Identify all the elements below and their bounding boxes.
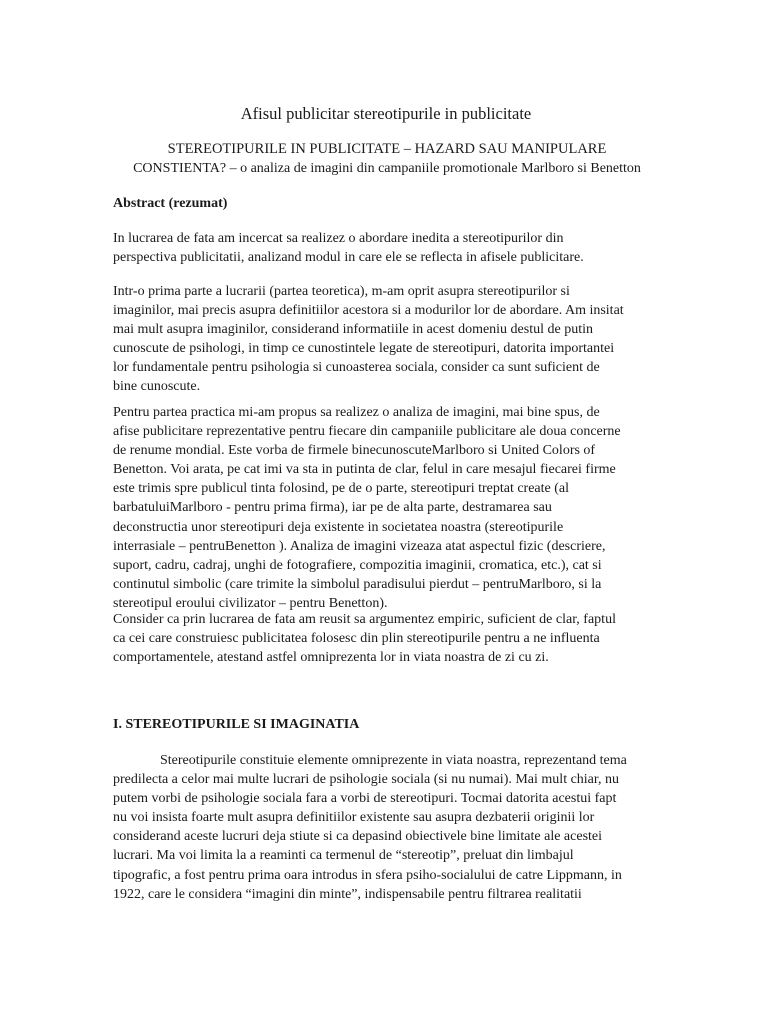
text-line: bine cunoscute.: [113, 379, 201, 395]
text-line: deconstructia unor stereotipuri deja existente in societatea noastra (stereotipurile: [113, 519, 564, 535]
text-line: tipografic, a fost pentru prima oara introdus in sfera psiho-socialului de catre Lippmann, in: [113, 867, 622, 883]
abstract-paragraph: [113, 610, 658, 667]
text-line: ca cei care construiesc publicitatea folosesc din plin stereotipurile pentru a ne influenta: [113, 631, 600, 647]
text-line: suport, cadru, cadraj, unghi de fotografiere, compozitia imaginii, cromatica, etc.), cat si: [113, 557, 602, 573]
abstract-paragraph: [113, 229, 658, 267]
text-line: nu voi insista foarte mult asupra definitiilor existente sau asupra dezbaterii originii lor: [113, 810, 595, 826]
text-line: continutul simbolic (care trimite la simbolul paradisului pierdut – pentruMarlboro, si la: [113, 576, 602, 592]
text-line: Stereotipurile constituie elemente omniprezente in viata noastra, reprezentand tema: [160, 753, 627, 768]
document-subtitle: [113, 140, 661, 178]
text-line: 1922, care le considera “imagini din minte”, indispensabile pentru filtrarea realitatii: [113, 886, 582, 902]
text-line: stereotipul eroului civilizator – pentru Benetton).: [113, 595, 388, 611]
text-line: mai mult asupra imaginilor, considerand informatiile in acest domeniu destul de putin: [113, 322, 593, 338]
text-line: predilecta a celor mai multe lucrari de psihologie sociala (si nu numai). Mai mult chiar, nu: [113, 772, 619, 788]
abstract-paragraph: [113, 403, 658, 613]
section-paragraph: [113, 751, 658, 904]
text-line: perspectiva publicitatii, analizand modul in care ele se reflecta in afisele publicitare.: [113, 250, 584, 266]
text-line: afise publicitare reprezentative pentru fiecare din campaniile publicitare ale doua concerne: [113, 424, 621, 440]
text-line: In lucrarea de fata am incercat sa realizez o abordare inedita a stereotipurilor din: [113, 231, 564, 246]
text-line: considerand aceste lucruri deja stiute si ca depasind obiectivele bine limitate ale acestei: [113, 829, 603, 845]
document-title: Afisul publicitar stereotipurile in publicitate: [240, 104, 532, 123]
text-line: cunoscute de psihologi, in timp ce cunostintele legate de stereotipuri, datorita importantei: [113, 341, 615, 357]
text-line: Pentru partea practica mi-am propus sa realizez o analiza de imagini, mai bine spus, de: [113, 405, 600, 420]
subtitle-line: CONSTIENTA? – o analiza de imagini din campaniile promotionale Marlboro si Benetton: [133, 161, 641, 176]
text-line: interrasiale – pentruBenetton ). Analiza de imagini vizeaza atat aspectul fizic (descriere,: [113, 538, 606, 554]
subtitle-line: STEREOTIPURILE IN PUBLICITATE – HAZARD SAU MANIPULARE: [167, 141, 607, 157]
text-line: este trimis spre publicul tinta folosind, pe de o parte, stereotipuri treptat create (al: [113, 481, 570, 497]
abstract-heading: Abstract (rezumat): [113, 196, 228, 211]
text-line: comportamentele, atestand astfel omniprezenta lor in viata noastra de zi cu zi.: [113, 650, 549, 666]
abstract-paragraph: [113, 282, 658, 397]
text-line: Benetton. Voi arata, pe cat imi va sta in putinta de clar, felul in care mesajul fiecarei firme: [113, 462, 616, 478]
text-line: de renume mondial. Este vorba de firmele binecunoscuteMarlboro si United Colors of: [113, 443, 596, 459]
text-line: barbatuluiMarlboro - pentru prima firma), iar pe de alta parte, destramarea sau: [113, 500, 552, 516]
text-line: lor fundamentale pentru psihologia si cunoasterea sociala, consider ca sunt suficient de: [113, 360, 600, 376]
text-line: lucrari. Ma voi limita la a reaminti ca termenul de “stereotip”, preluat din limbajul: [113, 848, 574, 864]
text-line: Intr-o prima parte a lucrarii (partea teoretica), m-am oprit asupra stereotipurilor si: [113, 284, 570, 299]
text-line: putem vorbi de psihologie sociala fara a vorbi de stereotipuri. Tocmai datorita acestui fapt: [113, 791, 617, 807]
text-line: imaginilor, mai precis asupra definitiilor acestora si a modurilor lor de abordare. Am insitat: [113, 303, 624, 319]
section-heading: I. STEREOTIPURILE SI IMAGINATIA: [113, 717, 360, 732]
text-line: Consider ca prin lucrarea de fata am reusit sa argumentez empiric, suficient de clar, faptul: [113, 612, 616, 627]
